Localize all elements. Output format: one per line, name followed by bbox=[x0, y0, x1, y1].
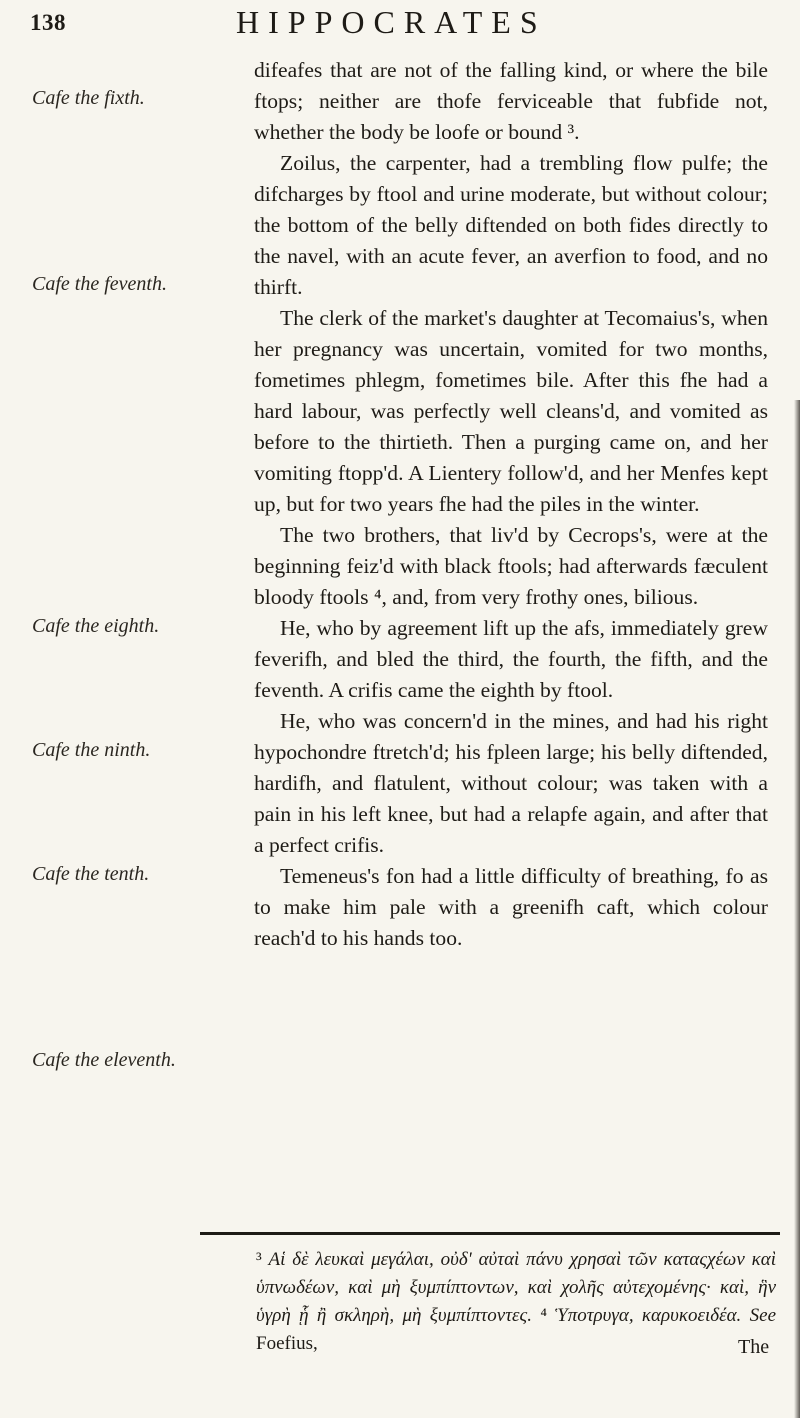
footnotes bbox=[256, 1246, 776, 1358]
paragraph: The clerk of the market's daughter at Tecomaius's, when her pregnancy was uncertain, vomited for two months, fometimes phlegm, fometimes bile. After this fhe had a hard labour, was perfectly well cleans'd, and vomited as before to the thirtieth. Then a purging came on, and her vomiting ftopp'd. A Lientery follow'd, and her Menfes kept up, but for two years fhe had the piles in the winter. bbox=[254, 306, 768, 516]
footnote-3-greek: Αἱ δὲ λευκαὶ μεγάλαι, οὐδ' αὐταὶ πάνυ χρησαὶ τῶν καταςχέων καὶ ὑπνωδέων, καὶ μὴ ξυμπίπτοντων, καὶ χολῆς αὐτεχομένης· καὶ, ἣν ὑγρὴ ᾗ ἢ σκληρὴ, μὴ ξυμπίπτοντες. bbox=[256, 1249, 776, 1326]
paragraph: He, who was concern'd in the mines, and had his right hypochondre ftretch'd; his fpleen large; his belly diftended, hardifh, and flatulent, without colour; was taken with a pain in his left knee, but had a relapfe again, and after that a perfect crifis. bbox=[254, 709, 768, 857]
margin-note-case-ninth: Cafe the ninth. bbox=[32, 739, 151, 761]
case-continuation bbox=[254, 55, 768, 148]
margin-note-case-eighth: Cafe the eighth. bbox=[32, 615, 160, 637]
running-head: HIPPOCRATES bbox=[236, 4, 547, 40]
paragraph: Temeneus's fon had a little difficulty of breathing, fo as to make him pale with a greenifh caft, which colour reach'd to his hands too. bbox=[254, 864, 768, 950]
case-ninth bbox=[254, 613, 768, 706]
footnote-see-ref: Foefius, bbox=[256, 1333, 318, 1354]
paragraph: The two brothers, that liv'd by Cecrops's, were at the beginning feiz'd with black ftools; had afterwards fæculent bloody ftools ⁴, and, from very frothy ones, bilious. bbox=[254, 523, 768, 609]
footnote-marker-4: ⁴ bbox=[540, 1305, 547, 1326]
paragraph: He, who by agreement lift up the afs, immediately grew feverifh, and bled the third, the fourth, the fifth, and the feventh. A crifis came the eighth by ftool. bbox=[254, 616, 768, 702]
case-eighth bbox=[254, 520, 768, 613]
page-number: 138 bbox=[30, 10, 66, 35]
footnote-marker-3: ³ bbox=[256, 1249, 262, 1270]
margin-note-case-seventh: Cafe the feventh. bbox=[32, 273, 167, 295]
footnote-4-greek: Ὑποτρυγα, καρυκοειδέα. bbox=[555, 1305, 742, 1326]
footnote-see-label: See bbox=[749, 1305, 777, 1326]
margin-note-case-eleventh: Cafe the eleventh. bbox=[32, 1049, 176, 1071]
paragraph: difeafes that are not of the falling kind, or where the bile ftops; neither are thofe ferviceable that fubfide not, whether the body be loofe or bound ³. bbox=[254, 58, 768, 144]
catchword: The bbox=[738, 1336, 770, 1358]
case-tenth bbox=[254, 706, 768, 861]
page-edge-shadow bbox=[794, 400, 800, 1418]
case-seventh bbox=[254, 303, 768, 520]
case-eleventh bbox=[254, 861, 768, 954]
case-sixth bbox=[254, 148, 768, 303]
footnote-rule bbox=[200, 1232, 780, 1235]
margin-note-case-sixth: Cafe the fixth. bbox=[32, 87, 145, 109]
main-text bbox=[254, 55, 768, 954]
margin-note-case-tenth: Cafe the tenth. bbox=[32, 863, 150, 885]
paragraph: Zoilus, the carpenter, had a trembling flow pulfe; the difcharges by ftool and urine moderate, but without colour; the bottom of the belly diftended on both fides directly to the navel, with an acute fever, an averfion to food, and no thirft. bbox=[254, 151, 768, 299]
